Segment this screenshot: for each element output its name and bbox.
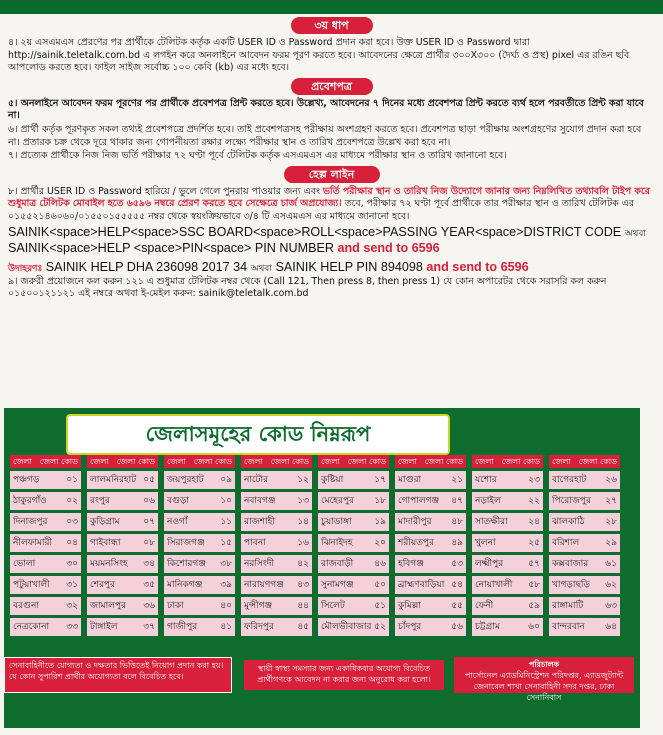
district-header-code: জেলা কোড	[424, 457, 463, 466]
footer-authority	[454, 657, 634, 702]
district-code: ০৪	[66, 538, 78, 548]
district-code: ০৫	[143, 475, 155, 485]
district-cell	[164, 534, 235, 552]
district-cell	[10, 576, 81, 594]
district-name: গাজীপুর	[167, 622, 198, 632]
district-name: গাইবান্ধা	[90, 538, 121, 548]
district-name: ঢাকা	[167, 601, 184, 611]
district-code: ৪৬	[374, 559, 386, 569]
district-header-name: জেলা	[13, 457, 32, 466]
district-code: ৪২	[297, 559, 309, 569]
district-name: সিরাজগঞ্জ	[167, 538, 205, 548]
district-code: ৩৬	[143, 601, 155, 611]
district-cell	[395, 576, 466, 594]
district-code: ৬১	[605, 559, 617, 569]
district-code: ০৮	[143, 538, 155, 548]
district-name: সিলেট	[321, 601, 345, 611]
help-p8-part3: তবে, পরীক্ষার ৭২ ঘণ্টা পূর্বে প্রার্থীকে তার পরীক্ষার স্থান ও তারিখ টেলিটক এর ০১৫৫২১৪৬০৬০/০১৫৫০১৫৫৫৫৫ নম্বর থেকে স্বয়ংক্রিয়ভাবে ৩/৪ টি এসএমএস এর মাধ্যমে জানানো হবে।	[8, 198, 634, 222]
sms-command-1	[8, 225, 655, 241]
district-cell	[10, 492, 81, 510]
district-name: শেরপুর	[90, 580, 115, 590]
example-or: অথবা	[250, 262, 272, 273]
district-name: মুন্সীগঞ্জ	[244, 601, 273, 611]
district-header-row	[10, 455, 630, 471]
district-name: লালমনিরহাট	[90, 475, 137, 485]
district-cell	[10, 534, 81, 552]
sms-example	[8, 260, 655, 276]
district-code: ৫৫	[451, 601, 463, 611]
district-cell	[549, 555, 620, 573]
district-cell	[472, 597, 543, 615]
district-name: রংপুর	[90, 496, 110, 506]
district-code: ৫৩	[451, 559, 463, 569]
district-code: ০৬	[143, 496, 155, 506]
district-name: হবিগঞ্জ	[398, 559, 424, 569]
district-cell	[549, 471, 620, 489]
footer-merit-notice: সেনাবাহিনীতে যোগ্যতা ও দক্ষতার ভিত্তিতেই নিয়োগ প্রদান করা হয়। যে কোন সুপারিশ প্রার্থীর অযোগ্যতা বলে বিবেচিত হবে।	[4, 657, 232, 693]
district-cell	[472, 513, 543, 531]
district-code: ৬০	[528, 622, 540, 632]
district-name: চাঁদপুর	[398, 622, 422, 632]
district-name: সুনামগঞ্জ	[321, 580, 354, 590]
district-code: ২৭	[605, 496, 617, 506]
district-cell	[164, 555, 235, 573]
district-cell	[318, 471, 389, 489]
district-cell	[164, 597, 235, 615]
district-header-code: জেলা কোড	[270, 457, 309, 466]
district-cell	[549, 597, 620, 615]
district-code: ২০	[374, 538, 386, 548]
district-name: জয়পুরহাট	[167, 475, 204, 485]
district-code: ৪০	[220, 601, 232, 611]
district-code: ৫৯	[528, 601, 540, 611]
district-code: ৫০	[374, 580, 386, 590]
district-name: চুয়াডাঙ্গা	[321, 517, 352, 527]
district-cell	[241, 513, 312, 531]
district-name: নেত্রকোনা	[13, 622, 50, 632]
district-name: নরসিংদী	[244, 559, 275, 569]
district-cell	[549, 618, 620, 636]
district-cell	[472, 555, 543, 573]
district-code: ৪৯	[451, 538, 463, 548]
district-code: ১৮	[374, 496, 386, 506]
district-code: ০২	[66, 496, 78, 506]
district-code: ৩৫	[143, 580, 155, 590]
district-cell	[318, 534, 389, 552]
district-code: ১৯	[374, 517, 386, 527]
district-header-cell	[87, 455, 158, 468]
district-header-code: জেলা কোড	[116, 457, 155, 466]
district-header-cell	[164, 455, 235, 468]
district-name: টাঙ্গাইল	[90, 622, 118, 632]
district-cell	[472, 471, 543, 489]
step3-paragraph: ৪। ২য় এসএমএস প্রেরণের পর প্রার্থীকে টেলিটক কর্তৃক একটি USER ID ও Password প্রদান করা হবে। উক্ত USER ID ও Password দ্বারা http://sainik.teletalk.com.bd এ লগইন করে অনলাইনে আবেদন ফরম পূরণ করতে হবে। আবেদনের ক্ষেত্রে প্রার্থীর ৩০০X৩০০ (দৈর্ঘ্য ও প্রস্থ) pixel এর রঙিন ছবি আপলোড করতে হবে। ফাইল সাইজ সর্বোচ্চ ১০০ কেবি (kb) এর মধ্যে হবে।	[8, 37, 630, 74]
district-name: কক্সবাজার	[552, 559, 589, 569]
district-code: ৩৩	[66, 622, 78, 632]
district-name: পাবনা	[244, 538, 266, 548]
admit-paragraph-5: ৫। অনলাইনে আবেদন ফরম পূরণের পর প্রার্থীকে প্রবেশপত্র প্রিন্ট করতে হবে। উল্লেখ্য, আবেদনের ৭ দিনের মধ্যে প্রবেশপত্র প্রিন্ট করতে ব্যর্থ হলে পরবর্তীতে প্রিন্ট করা যাবে না।	[8, 97, 644, 122]
district-cell	[164, 471, 235, 489]
district-name: রাঙ্গামাটি	[552, 601, 584, 611]
example-label: উদাহরণঃ	[8, 262, 43, 273]
district-name: নোয়াখালী	[475, 580, 513, 590]
district-code: ৪৭	[451, 496, 463, 506]
district-cell	[87, 492, 158, 510]
district-cell	[241, 597, 312, 615]
district-name: নবাবগঞ্জ	[244, 496, 276, 506]
sms-command-2	[8, 241, 655, 256]
helpline-heading: হেল্প লাইন	[284, 166, 380, 183]
district-cell	[318, 513, 389, 531]
district-name: ফেনী	[475, 601, 494, 611]
district-code: ২৩	[528, 475, 540, 485]
district-cell	[241, 576, 312, 594]
district-code: ৬৩	[605, 601, 617, 611]
sms-command-1-text: SAINIK<space>HELP<space>SSC BOARD<space>ROLL<space>PASSING YEAR<space>DISTRICT CODE	[8, 224, 622, 239]
district-code: ৪৩	[297, 580, 309, 590]
district-name: পটুয়াখালী	[13, 580, 50, 590]
district-name: বরিশাল	[552, 538, 580, 548]
district-header-cell	[241, 455, 312, 468]
example-send: and send to 6596	[426, 259, 529, 274]
district-code: ২৯	[605, 538, 617, 548]
district-code: ২৮	[605, 517, 617, 527]
district-name: বাগেরহাট	[552, 475, 587, 485]
district-code: ১৩	[297, 496, 309, 506]
district-code: ০৭	[143, 517, 155, 527]
district-code: ২৫	[528, 538, 540, 548]
district-header-cell	[318, 455, 389, 468]
sms-command-2-send: and send to 6596	[337, 240, 440, 255]
district-code: ৩০	[66, 559, 78, 569]
district-name: ঝিনাইদহ	[321, 538, 353, 548]
district-cell	[10, 513, 81, 531]
district-cell	[395, 597, 466, 615]
district-name: মাগুরা	[398, 475, 422, 485]
district-code-grid	[10, 455, 630, 639]
district-code: ৬২	[605, 580, 617, 590]
district-cell	[87, 534, 158, 552]
district-code: ১১	[220, 517, 232, 527]
district-row	[10, 576, 630, 597]
district-name: নারায়ণগঞ্জ	[244, 580, 284, 590]
district-code: ৫৭	[528, 559, 540, 569]
district-code: ৫৮	[528, 580, 540, 590]
district-code: ৫৬	[451, 622, 463, 632]
district-cell	[164, 576, 235, 594]
district-name: ঝালকাঠি	[552, 517, 585, 527]
district-header-code: জেলা কোড	[578, 457, 617, 466]
sms-command-2-text: SAINIK<space>HELP <space>PIN<space> PIN NUMBER	[8, 240, 334, 255]
district-name: মৌলভীবাজার	[321, 622, 372, 632]
district-name: গোপালগঞ্জ	[398, 496, 440, 506]
district-code: ৫২	[374, 622, 386, 632]
district-row	[10, 492, 630, 513]
district-header-code: জেলা কোড	[39, 457, 78, 466]
help-p8-part2: ভর্তি পরীক্ষার স্থান ও তারিখ নিজ উদ্যোগে জানার জন্য নিম্নলিখিত তথ্যাবলি টাইপ করে শুধুমাত্র টেলিটক মোবাইল হতে ৬৫৯৬ নম্বরে প্রেরণ করতে হবে সেক্ষেত্রে চার্জ অপ্রযোজ্য।	[8, 185, 650, 210]
district-name: পিরোজপুর	[552, 496, 591, 506]
district-header-name: জেলা	[244, 457, 263, 466]
district-name: কুমিল্লা	[398, 601, 421, 611]
district-code: ১৭	[374, 475, 386, 485]
district-code: ০১	[66, 475, 78, 485]
district-code: ২১	[451, 475, 463, 485]
district-cell	[241, 555, 312, 573]
district-cell	[318, 597, 389, 615]
district-name: মানিকগঞ্জ	[167, 580, 203, 590]
district-header-code: জেলা কোড	[193, 457, 232, 466]
district-name: কিশোরগঞ্জ	[167, 559, 206, 569]
district-cell	[395, 513, 466, 531]
district-header-name: জেলা	[475, 457, 494, 466]
district-name: ব্রাহ্মণবাড়িয়া	[398, 580, 445, 590]
district-header-cell	[472, 455, 543, 468]
district-code: ৫১	[374, 601, 386, 611]
district-code: ২২	[528, 496, 540, 506]
district-code: ২৪	[528, 517, 540, 527]
district-code: ৪১	[220, 622, 232, 632]
district-name: বরগুনা	[13, 601, 39, 611]
district-cell	[318, 492, 389, 510]
example-2: SAINIK HELP PIN 894098	[275, 259, 423, 274]
district-cell	[241, 492, 312, 510]
district-cell	[472, 492, 543, 510]
help-paragraph-8	[8, 186, 655, 224]
district-code: ১২	[297, 475, 309, 485]
district-code: ৩৮	[220, 559, 232, 569]
district-cell	[87, 618, 158, 636]
district-row	[10, 471, 630, 492]
district-name: পঞ্চগড়	[13, 475, 40, 485]
district-cell	[164, 513, 235, 531]
district-header-cell	[10, 455, 81, 468]
district-cell	[549, 492, 620, 510]
footer-health-notice: স্থায়ী স্বাস্থ্য সমস্যার জন্য একাধিকবার অযোগ্য বিবেচিত প্রার্থীগণকে আবেদন না করার জন্য অনুরোধ করা হলো।	[244, 660, 444, 690]
district-code: ৩৯	[220, 580, 232, 590]
district-cell	[318, 576, 389, 594]
step3-heading: ৩য় ধাপ	[291, 17, 373, 34]
district-header-name: জেলা	[321, 457, 340, 466]
district-row	[10, 597, 630, 618]
district-code: ১৫	[220, 538, 232, 548]
district-cell	[395, 492, 466, 510]
footer-authority-title: পরিচালক	[528, 660, 560, 669]
admit-heading: প্রবেশপত্র	[291, 78, 373, 95]
district-name: বান্দরবান	[552, 622, 585, 632]
district-code: ৩৪	[143, 559, 155, 569]
district-row	[10, 534, 630, 555]
district-name: নওগাঁ	[167, 517, 188, 527]
help-p8-part1: ৮। প্রার্থীর USER ID ও Password হারিয়ে / ভুলে গেলে পুনরায় পাওয়ার জন্য এবং	[8, 185, 320, 197]
district-name: কুড়িগ্রাম	[90, 517, 120, 527]
district-code-title: জেলাসমূহের কোড নিম্নরূপ	[66, 414, 450, 455]
district-name: খাগড়াছড়ি	[552, 580, 590, 590]
district-name: ঠাকুরগাঁও	[13, 496, 47, 506]
district-name: যশোর	[475, 475, 497, 485]
district-row	[10, 618, 630, 639]
district-cell	[10, 555, 81, 573]
district-cell	[87, 597, 158, 615]
district-header-code: জেলা কোড	[501, 457, 540, 466]
district-header-cell	[395, 455, 466, 468]
district-cell	[87, 555, 158, 573]
district-cell	[241, 534, 312, 552]
footer-authority-body: পার্সোনেল এ্যাডমিনিস্ট্রেশন পরিদপ্তর, এ্যাডজুট্যান্ট জেনারেল শাখা সেনাবাহিনী সদর দপ্তর, ঢাকা সেনানিবাস	[464, 671, 624, 702]
district-name: সাতক্ষীরা	[475, 517, 508, 527]
district-header-name: জেলা	[552, 457, 571, 466]
district-cell	[87, 513, 158, 531]
district-code: ৬৪	[605, 622, 617, 632]
district-cell	[472, 534, 543, 552]
district-name: খুলনা	[475, 538, 496, 548]
district-cell	[395, 534, 466, 552]
district-cell	[318, 618, 389, 636]
district-name: ময়মনসিংহ	[90, 559, 128, 569]
district-code: ৪৮	[451, 517, 463, 527]
district-name: দিনাজপুর	[13, 517, 48, 527]
district-name: নীলফামারী	[13, 538, 52, 548]
district-code: ১০	[220, 496, 232, 506]
district-cell	[549, 534, 620, 552]
district-name: মেহেরপুর	[321, 496, 355, 506]
district-cell	[241, 471, 312, 489]
district-name: রাজবাড়ী	[321, 559, 354, 569]
district-header-name: জেলা	[167, 457, 186, 466]
district-header-name: জেলা	[90, 457, 109, 466]
step3-section	[0, 17, 663, 301]
top-banner-strip	[0, 0, 663, 14]
help-paragraph-9: ৯। জরুরী প্রয়োজনে কল করুন ১২১ এ শুধুমাত্র টেলিটক নম্বর থেকে (Call 121, Then press 8, then press 1) যে কোন অপারেটর থেকে সরাসরি কল করুন ০১৫০০১২১১২১ এই নম্বরে অথবা ই-মেইল করুন: sainik@teletalk.com.bd	[8, 275, 607, 300]
district-cell	[395, 471, 466, 489]
district-code: ০৯	[220, 475, 232, 485]
district-header-code: জেলা কোড	[347, 457, 386, 466]
example-1: SAINIK HELP DHA 236098 2017 34	[45, 259, 248, 274]
district-name: মাদারীপুর	[398, 517, 432, 527]
district-code: ১৪	[297, 517, 309, 527]
district-cell	[87, 471, 158, 489]
district-header-cell	[549, 455, 620, 468]
admit-paragraph-7: ৭। প্রত্যেক প্রার্থীকে নিজ নিজ ভর্তি পরীক্ষার ৭২ ঘণ্টা পূর্বে টেলিটক কর্তৃক এসএমএস এর মাধ্যমে পরীক্ষার স্থান ও তারিখ জানানো হবে।	[8, 150, 507, 162]
district-code: ৩১	[66, 580, 78, 590]
district-cell	[241, 618, 312, 636]
district-name: শরীয়তপুর	[398, 538, 434, 548]
district-code: ৩৭	[143, 622, 155, 632]
district-cell	[10, 597, 81, 615]
district-header-name: জেলা	[398, 457, 417, 466]
district-name: ভোলা	[13, 559, 36, 569]
district-name: নাটোর	[244, 475, 269, 485]
district-name: রাজশাহী	[244, 517, 275, 527]
sms-command-or: অথবা	[624, 227, 646, 238]
admit-paragraph-6: ৬। প্রার্থী কর্তৃক পূরণকৃত সকল তথ্যই প্রবেশপত্রে প্রদর্শিত হবে। তাই প্রবেশপত্রসহ পরীক্ষায় অংশগ্রহণ করতে হবে। প্রবেশপত্র ছাড়া পরীক্ষায় অংশগ্রহণের সুযোগ প্রদান করা হবে না। প্রতারক চক্র থেকে দূরে থাকার জন্য গোপনীয়তা রক্ষার লক্ষ্যে পরীক্ষার স্থান ও তারিখ প্রবেশপত্রে উল্লেখ করা হবে না।	[8, 123, 642, 148]
district-name: ফরিদপুর	[244, 622, 274, 632]
district-code: ৫৪	[451, 580, 463, 590]
district-code: ৩২	[66, 601, 78, 611]
district-cell	[164, 618, 235, 636]
district-cell	[549, 576, 620, 594]
district-name: চট্টগ্রাম	[475, 622, 500, 632]
district-cell	[318, 555, 389, 573]
district-code: ৪৫	[297, 622, 309, 632]
district-row	[10, 555, 630, 576]
district-cell	[472, 576, 543, 594]
district-code: ২৬	[605, 475, 617, 485]
district-name: জামালপুর	[90, 601, 127, 611]
district-code: ১৬	[297, 538, 309, 548]
district-cell	[549, 513, 620, 531]
district-cell	[87, 576, 158, 594]
district-name: কুষ্টিয়া	[321, 475, 344, 485]
district-cell	[395, 618, 466, 636]
district-cell	[472, 618, 543, 636]
district-name: বগুড়া	[167, 496, 190, 506]
district-cell	[164, 492, 235, 510]
district-name: লক্ষ্মীপুর	[475, 559, 504, 569]
district-row	[10, 513, 630, 534]
district-cell	[10, 471, 81, 489]
district-name: নড়াইল	[475, 496, 501, 506]
district-code: ৪৪	[297, 601, 309, 611]
district-cell	[10, 618, 81, 636]
district-code: ০৩	[66, 517, 78, 527]
district-cell	[395, 555, 466, 573]
